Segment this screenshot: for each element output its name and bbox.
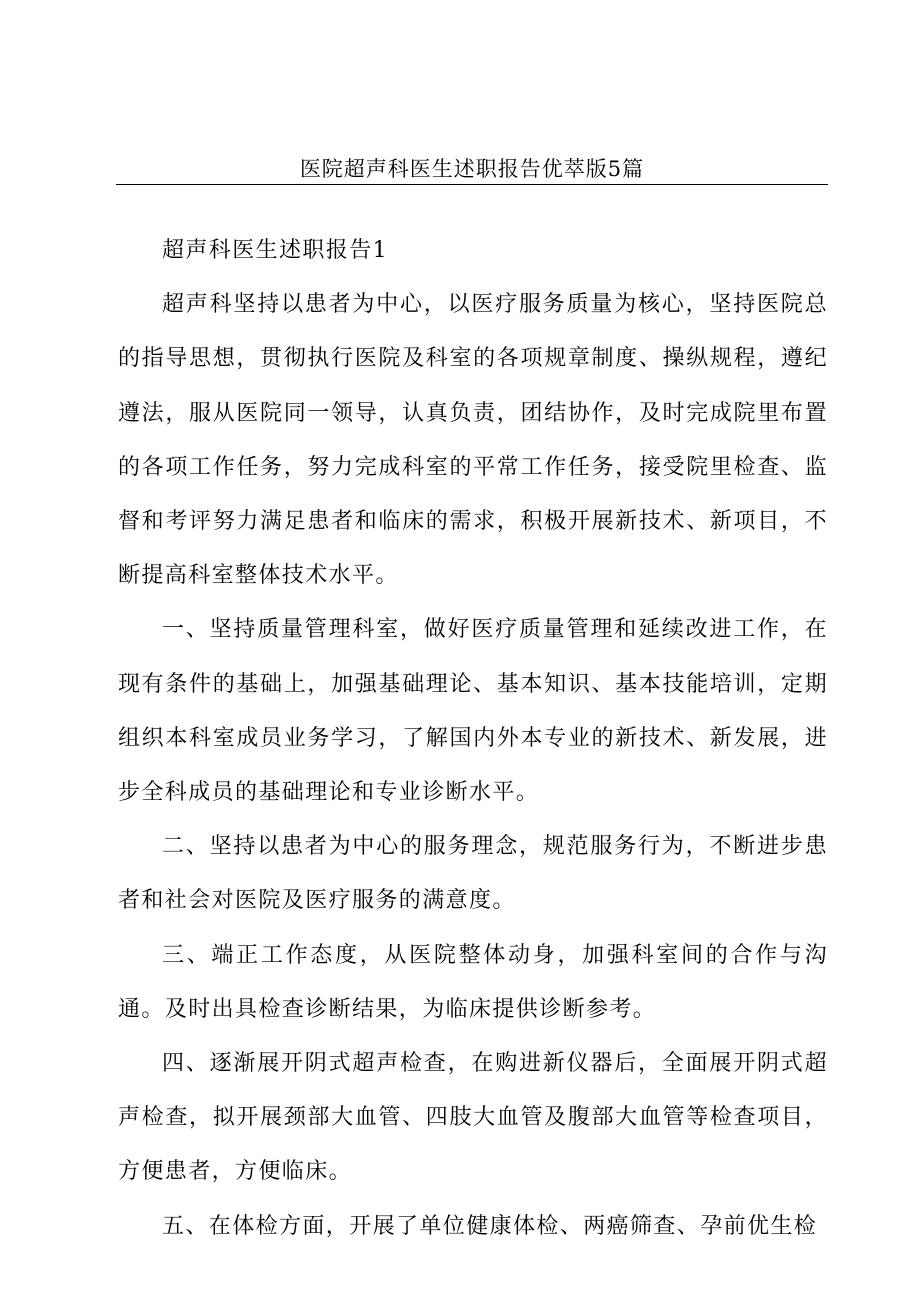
- paragraph: 二、坚持以患者为中心的服务理念，规范服务行为，不断进步患者和社会对医院及医疗服务的满意度。: [118, 834, 828, 914]
- paragraph: 四、逐渐展开阴式超声检查，在购进新仪器后，全面展开阴式超声检查，拟开展颈部大血管、四肢大血管及腹部大血管等检查项目，方便患者，方便临床。: [118, 1051, 828, 1185]
- document-body: [118, 224, 828, 1254]
- title-divider: [116, 184, 828, 185]
- paragraph: 五、在体检方面，开展了单位健康体检、两癌筛查、孕前优生检: [162, 1213, 818, 1239]
- paragraph: 一、坚持质量管理科室，做好医疗质量管理和延续改进工作，在现有条件的基础上，加强基础理论、基本知识、基本技能培训，定期组织本科室成员业务学习，了解国内外本专业的新技术、新发展，进步全科成员的基础理论和专业诊断水平。: [118, 617, 828, 806]
- section-heading: 超声科医生述职报告1: [162, 238, 388, 263]
- paragraph: 超声科坚持以患者为中心，以医疗服务质量为核心，坚持医院总的指导思想，贯彻执行医院及科室的各项规章制度、操纵规程，遵纪遵法，服从医院同一领导，认真负责，团结协作，及时完成院里布置的各项工作任务，努力完成科室的平常工作任务，接受院里检查、监督和考评努力满足患者和临床的需求，积极开展新技术、新项目，不断提高科室整体技术水平。: [118, 292, 828, 589]
- paragraph: 三、端正工作态度，从医院整体动身，加强科室间的合作与沟通。及时出具检查诊断结果，为临床提供诊断参考。: [118, 942, 828, 1022]
- document-title: 医院超声科医生述职报告优萃版5篇: [299, 157, 645, 181]
